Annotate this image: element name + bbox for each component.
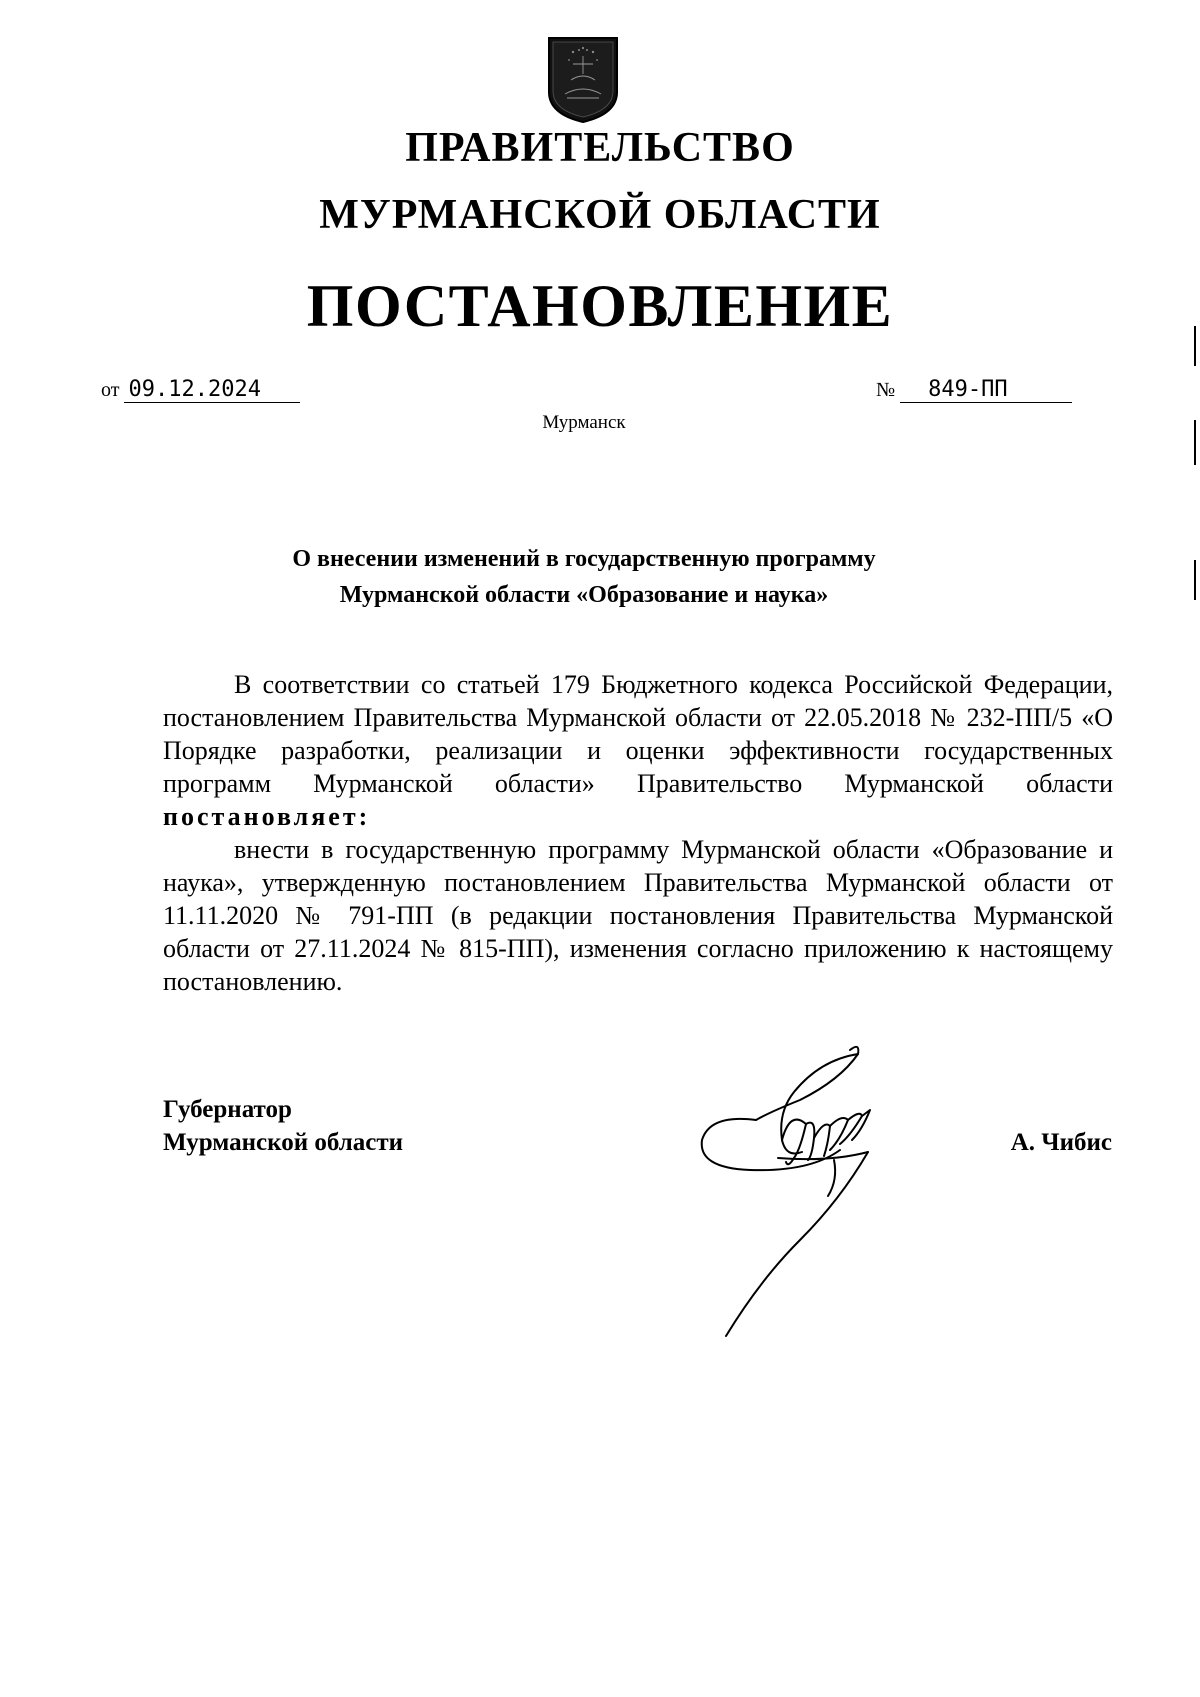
scan-edge-mark: [1194, 560, 1196, 600]
body-paragraph-1-text: В соответствии со статьей 179 Бюджетного кодекса Российской Федерации, постановлением Правительства Мурманской области от 22.05.2018 № 232-ПП/5 «О Порядке разработки, реализации и оценки эффективности государственных программ Мурманской области» Правительство Мурманской области: [163, 670, 1113, 798]
signer-position-line-2: Мурманской области: [163, 1129, 404, 1156]
title-line-2: Мурманской области «Образование и наука»: [339, 582, 829, 608]
date-value: 09.12.2024: [124, 378, 300, 403]
handwritten-signature: [690, 1040, 940, 1350]
date-prefix: от: [101, 379, 120, 401]
signer-position: [163, 1093, 403, 1159]
document-date: [101, 378, 300, 403]
signer-name: А. Чибис: [1010, 1129, 1112, 1156]
document-number: [876, 378, 1072, 403]
document-body: [163, 668, 1113, 998]
government-heading: ПРАВИТЕЛЬСТВО: [405, 125, 795, 171]
signer-position-line-1: Губернатор: [163, 1096, 292, 1123]
scan-edge-mark: [1194, 326, 1196, 366]
document-title: [0, 541, 1168, 613]
number-value: 849-ПП: [900, 378, 1072, 403]
document-type-heading: ПОСТАНОВЛЕНИЕ: [306, 273, 894, 339]
title-line-1: О внесении изменений в государственную программу: [292, 546, 876, 572]
number-prefix: №: [876, 379, 896, 401]
body-paragraph-2: внести в государственную программу Мурманской области «Образование и наука», утвержденную постановлением Правительства Мурманской области от 11.11.2020 № 791-ПП (в редакции постановления Правительства Мурманской области от 27.11.2024 № 815-ПП), изменения согласно приложению к настоящему постановлению.: [163, 835, 1113, 996]
scan-edge-mark: [1194, 420, 1196, 465]
resolution-keyword: постановляет:: [163, 802, 371, 831]
coat-of-arms-icon: [543, 34, 623, 124]
city-label: Мурманск: [542, 412, 626, 433]
body-paragraph-1: [163, 668, 1113, 833]
region-heading: МУРМАНСКОЙ ОБЛАСТИ: [319, 192, 881, 238]
